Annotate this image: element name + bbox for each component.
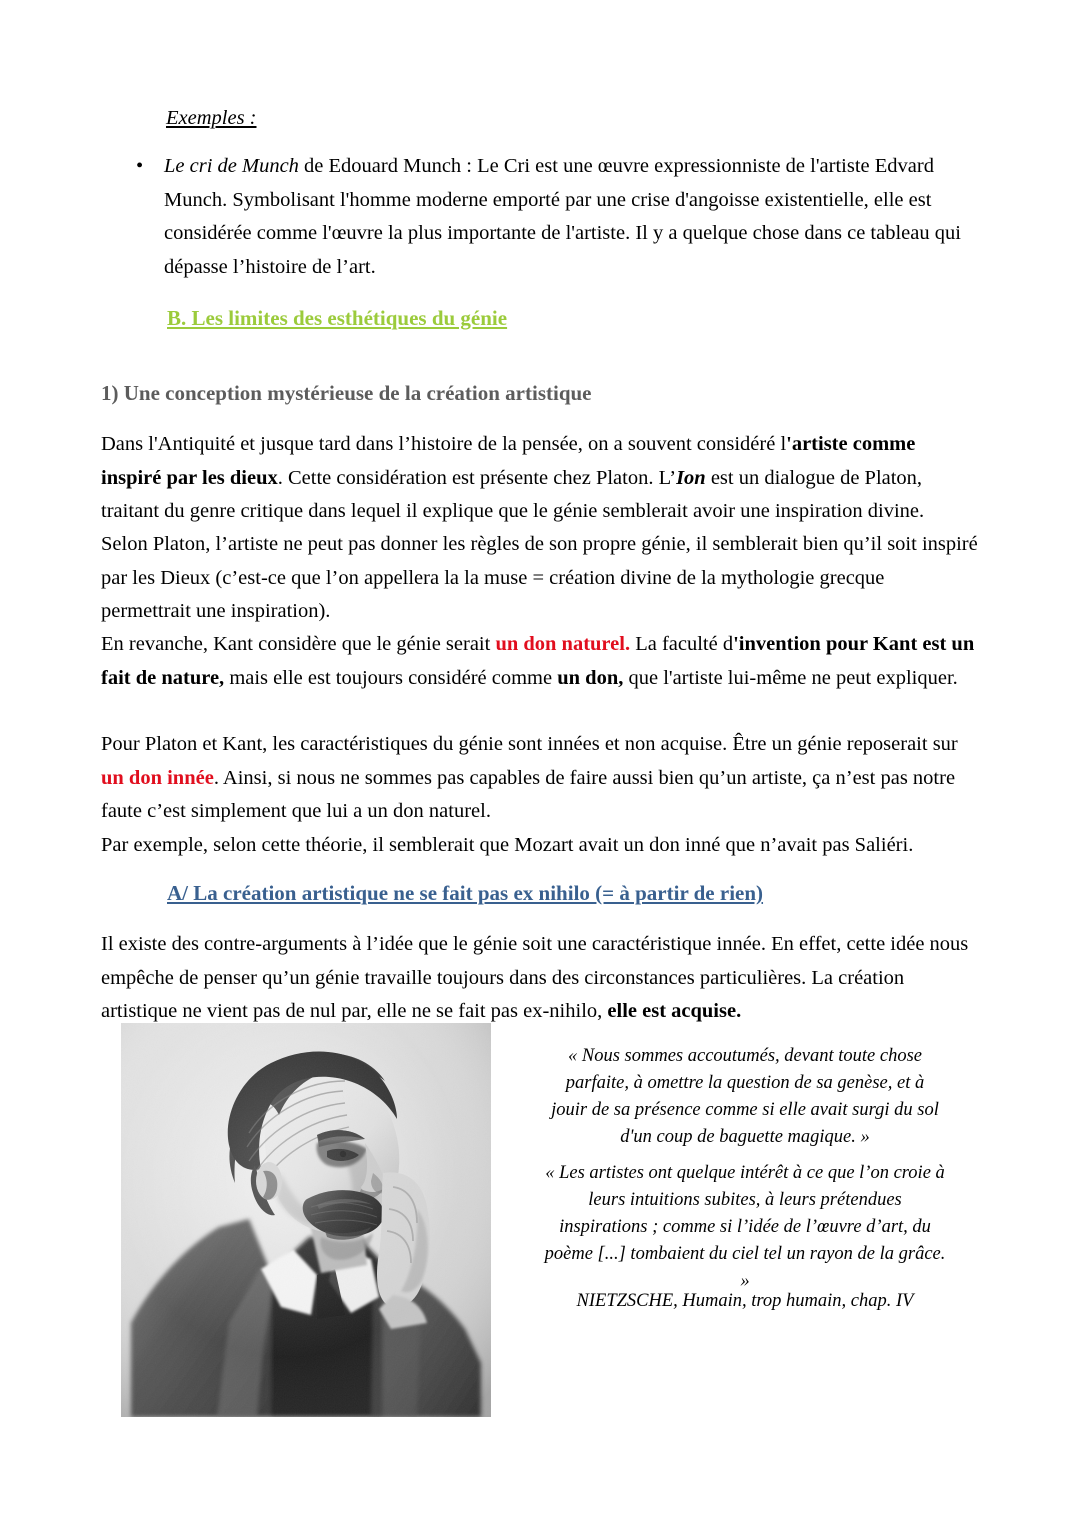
quote-1-line: parfaite, à omettre la question de sa genèse, et à [565,1073,925,1093]
quote-1-line: d'un coup de baguette magique. » [620,1127,870,1147]
bullet-marker-icon: • [136,155,144,177]
paragraph-4 [101,728,981,862]
paragraph-1 [101,428,979,529]
p3-seg3: La faculté d [630,633,734,655]
p3-emphasis-red-1: un don naturel. [495,633,631,655]
subsection-heading-a: A/ La création artistique ne se fait pas ex nihilo (= à partir de rien) [167,881,764,905]
examples-heading: Exemples : [166,107,257,129]
p1-seg5: est un dialogue de Platon, traitant du genre critique dans lequel il explique que le génie semblerait avoir une inspiration divine. [101,466,925,522]
p4-seg1: Pour Platon et Kant, les caractéristiques du génie sont innées et non acquise. Être un génie reposerait sur [101,733,958,755]
list-item [130,150,970,284]
nietzsche-portrait-svg [121,1023,491,1417]
quote-2-line: « Les artistes ont quelque intérêt à ce que l’on croie à [545,1163,945,1183]
quote-source: NIETZSCHE, Humain, trop humain, chap. IV [576,1291,914,1311]
quote-1-line: jouir de sa présence comme si elle avait surgi du sol [551,1100,939,1120]
p3-seg5: mais elle est toujours considéré comme [224,666,558,689]
list-item-title-italic: Le cri de Munch [164,155,299,177]
nietzsche-portrait-image [121,1023,491,1417]
quote-2-line: inspirations ; comme si l’idée de l’œuvre d’art, du [559,1217,931,1237]
list-item-body: de Edouard Munch : Le Cri est une œuvre expressionniste de l'artiste Edvard Munch. Symbolisant l'homme moderne emporté par une crise d'angoisse existentielle, elle est considérée comme l'œuvre la plus importante de l'artiste. Il y a quelque chose dans ce tableau qui dépasse l’histoire de l’art. [164,155,961,278]
p4-seg4: Par exemple, selon cette théorie, il semblerait que Mozart avait un don inné que n’avait pas Saliéri. [101,833,914,856]
paragraph-5 [101,928,979,1029]
p1-seg2-bold: 'artiste comme inspiré par les dieux [101,433,916,489]
quote-1-line: « Nous sommes accoutumés, devant toute chose [567,1046,922,1066]
p4-emphasis-red-1: un don innée [101,766,214,789]
quote-1 [510,1043,980,1151]
p4-seg3: . Ainsi, si nous ne sommes pas capables de faire aussi bien qu’un artiste, ça n’est pas notre faute c’est simplement que lui a un don naturel. [101,766,956,822]
section-heading-b: B. Les limites des esthétiques du génie [167,306,508,330]
p3-seg7: que l'artiste lui-même ne peut expliquer. [623,666,958,689]
quote-2-line: leurs intuitions subites, à leurs prétendues [588,1190,902,1210]
p5-seg1: Il existe des contre-arguments à l’idée que le génie soit une caractéristique innée. En effet, cette idée nous empêche de penser qu’un génie travaille toujours dans des circonstances particulières. La création artistique ne vient pas de nul par, elle ne se fait pas ex-nihilo, [101,933,969,1022]
quote-2-line: poème [...] tombaient du ciel tel un rayon de la grâce. [544,1244,946,1264]
paragraph-2: Selon Platon, l’artiste ne peut pas donner les règles de son propre génie, il semblerait bien qu’il soit inspiré par les Dieux (c’est-ce que l’on appellera la la muse = création divine de la mythologie grecque permettrait une inspiration). [101,533,978,622]
paragraph-3 [101,628,981,695]
p1-seg1: Dans l'Antiquité et jusque tard dans l’histoire de la pensée, on a souvent considéré l [101,433,787,455]
p1-seg4-bold-italic: Ion [676,466,706,489]
list-item-text [164,150,970,284]
p3-seg6-bold: un don, [557,666,624,689]
p3-seg4-bold: 'invention pour Kant est un fait de nature, [101,633,975,689]
p1-seg3: . Cette considération est présente chez Platon. L’ [277,466,677,489]
subsection-heading-1: 1) Une conception mystérieuse de la création artistique [101,381,592,405]
quote-2-line: » [740,1271,750,1291]
quote-2 [510,1160,980,1295]
p3-seg1: En revanche, Kant considère que le génie serait [101,633,496,655]
p5-seg2-bold: elle est acquise. [607,1000,742,1022]
